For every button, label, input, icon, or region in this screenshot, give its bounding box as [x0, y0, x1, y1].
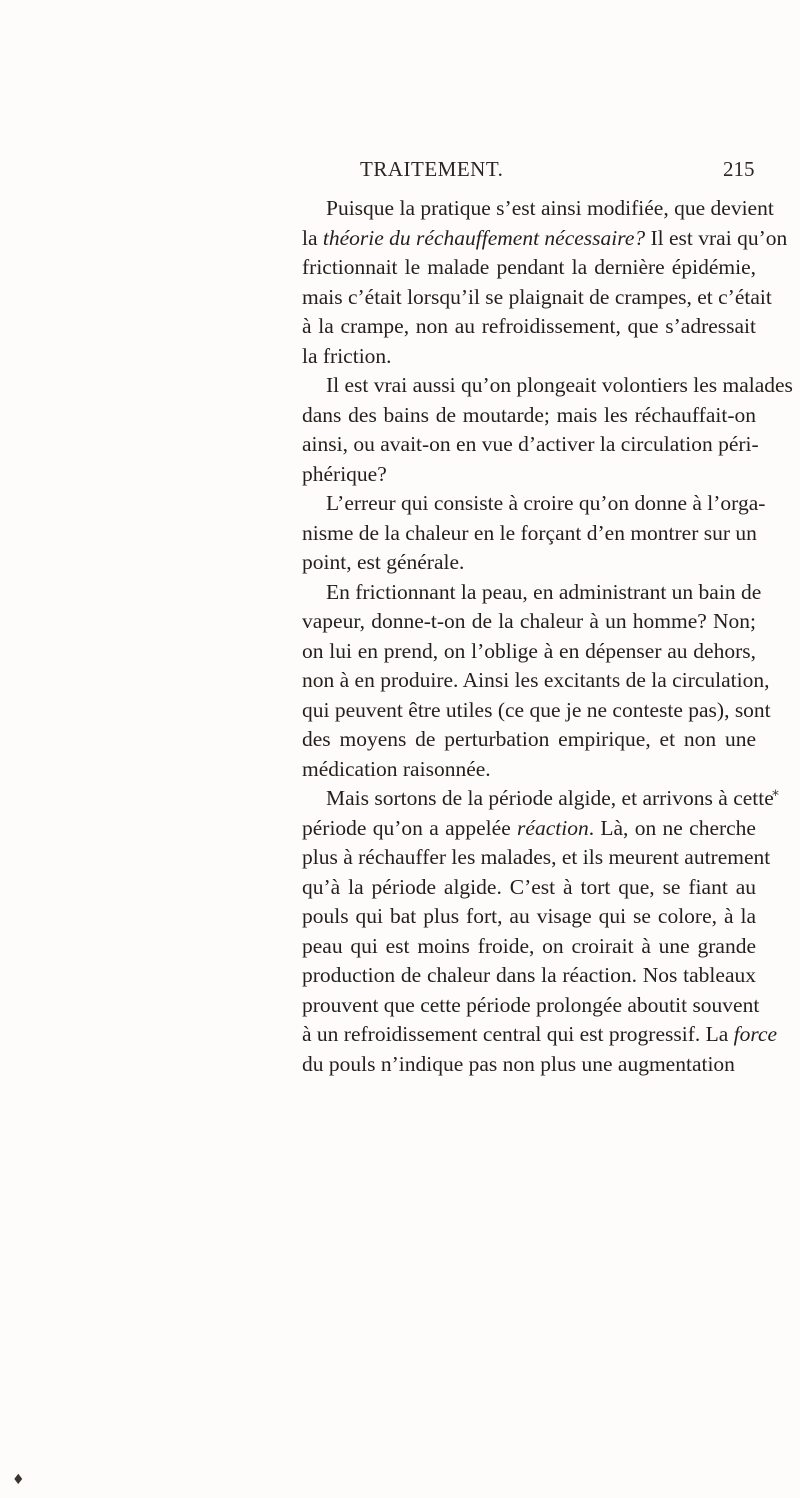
text-line: qu’à la période algide. C’est à tort que, se fiant au	[302, 874, 756, 899]
text-line: période qu’on a appelée réaction. Là, on ne cherche	[302, 815, 756, 840]
text-line: Il est vrai aussi qu’on plongeait volontiers les malades	[326, 373, 793, 397]
text-line: nisme de la chaleur en le forçant d’en montrer sur un	[302, 520, 757, 545]
running-title: TRAITEMENT.	[360, 157, 504, 181]
text-line: point, est générale.	[302, 550, 465, 574]
text-line: on lui en prend, on l’oblige à en dépenser au dehors,	[302, 638, 756, 663]
text-line: Mais sortons de la période algide, et arrivons à cette	[326, 786, 774, 810]
text-line: ainsi, ou avait-on en vue d’activer la circulation péri-	[302, 432, 759, 456]
text-line: médication raisonnée.	[302, 756, 491, 781]
text-line: frictionnait le malade pendant la dernière épidémie,	[302, 255, 756, 279]
text-line: mais c’était lorsqu’il se plaignait de crampes, et c’était	[302, 284, 772, 309]
page-number: 215	[723, 157, 755, 181]
paragraph	[278, 371, 793, 489]
text-line: En frictionnant la peau, en administrant un bain de	[326, 579, 762, 604]
text-line: à la crampe, non au refroidissement, que s’adressait	[302, 314, 756, 338]
text-line: dans des bains de moutarde; mais les réchauffait-on	[302, 402, 756, 427]
margin-star-mark: *	[772, 788, 779, 804]
body-text	[278, 194, 793, 1079]
paragraph	[278, 578, 771, 785]
text-line: la théorie du réchauffement nécessaire? Il est vrai qu’on	[302, 225, 788, 250]
page-header	[0, 157, 800, 187]
text-line: du pouls n’indique pas non plus une augmentation	[302, 1051, 735, 1076]
text-line: peau qui est moins froide, on croirait à une grande	[302, 933, 756, 958]
text-line: vapeur, donne-t-on de la chaleur à un homme? Non;	[302, 609, 756, 633]
margin-bullet-mark: ♦	[12, 1472, 25, 1488]
text-line: production de chaleur dans la réaction. Nos tableaux	[302, 963, 756, 987]
text-line: prouvent que cette période prolongée aboutit souvent	[302, 992, 760, 1017]
paragraph	[278, 784, 778, 1079]
text-line: Puisque la pratique s’est ainsi modifiée, que devient	[326, 196, 774, 220]
text-line: pouls qui bat plus fort, au visage qui se colore, à la	[302, 904, 756, 928]
text-line: à un refroidissement central qui est progressif. La force	[302, 1022, 778, 1046]
paragraph	[278, 194, 788, 371]
text-line: plus à réchauffer les malades, et ils meurent autrement	[302, 845, 771, 869]
text-line: la friction.	[302, 343, 392, 368]
text-line: qui peuvent être utiles (ce que je ne conteste pas), sont	[302, 697, 771, 722]
text-line: des moyens de perturbation empirique, et non une	[302, 727, 756, 751]
text-line: L’erreur qui consiste à croire qu’on donne à l’orga-	[326, 491, 766, 515]
text-line: phérique?	[302, 461, 387, 486]
text-line: non à en produire. Ainsi les excitants de la circulation,	[302, 668, 770, 692]
paragraph	[278, 489, 766, 578]
